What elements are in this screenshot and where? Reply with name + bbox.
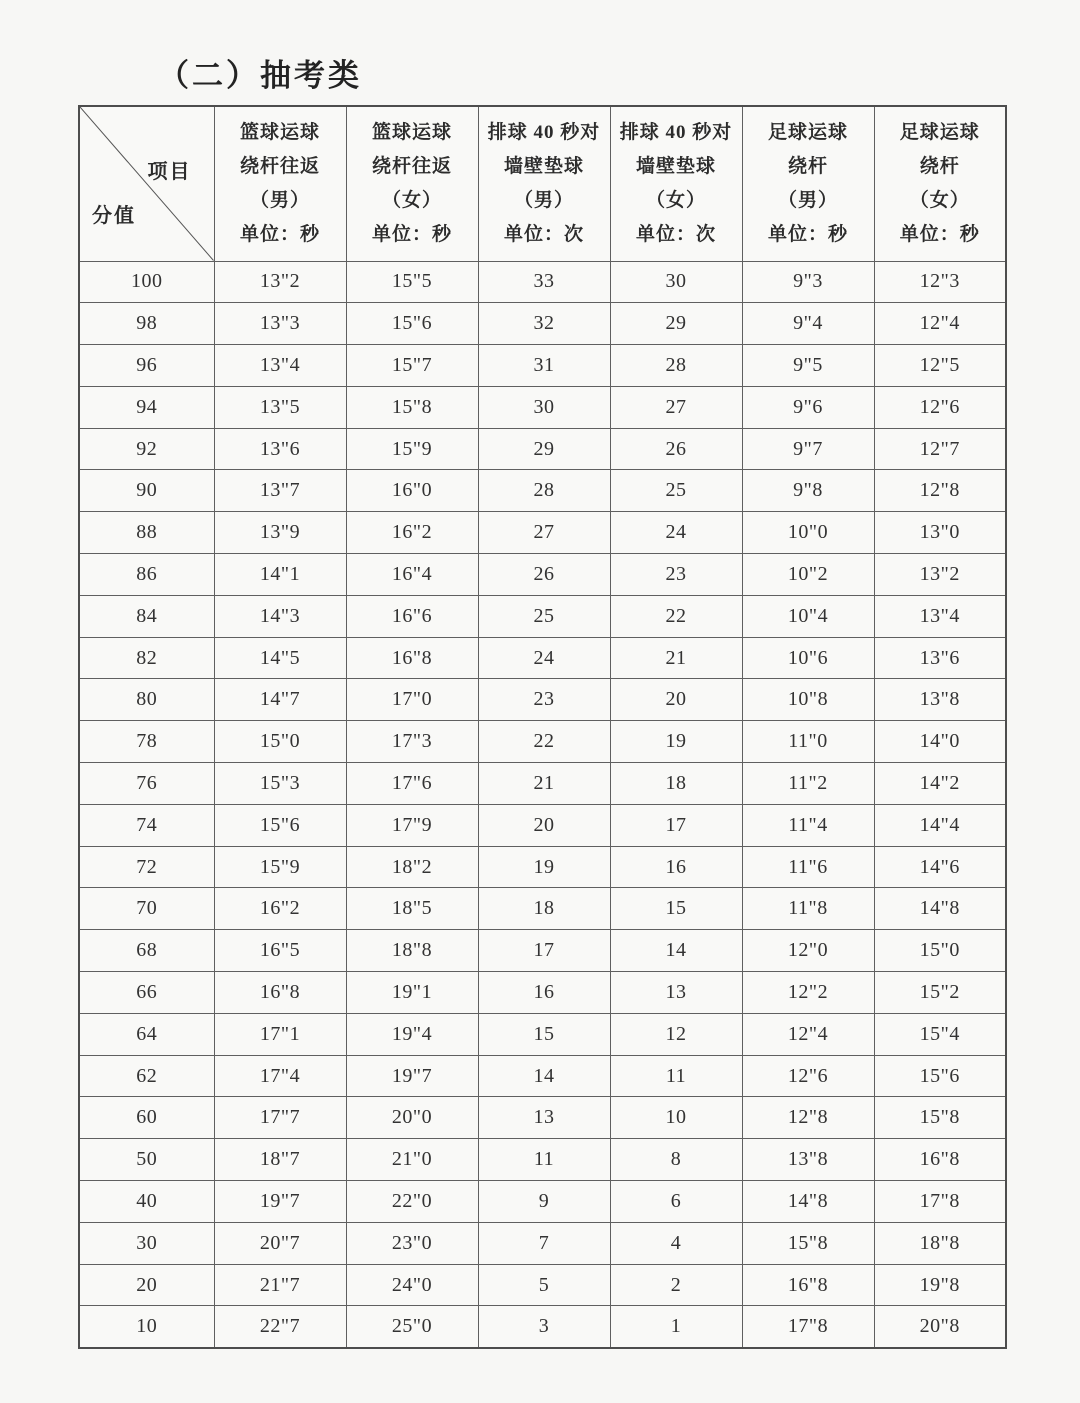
value-cell: 20"8 — [874, 1306, 1006, 1348]
value-cell: 3 — [478, 1306, 610, 1348]
value-cell: 24"0 — [346, 1264, 478, 1306]
table-row — [79, 261, 1006, 303]
value-cell: 6 — [610, 1181, 742, 1223]
column-header-line: 单位：秒 — [239, 223, 320, 245]
value-cell: 14"8 — [874, 888, 1006, 930]
value-cell: 16"6 — [346, 595, 478, 637]
value-cell: 9 — [478, 1181, 610, 1223]
value-cell: 22"0 — [346, 1181, 478, 1223]
value-cell: 10 — [610, 1097, 742, 1139]
corner-label-score: 分值 — [92, 204, 136, 227]
value-cell: 15"2 — [874, 972, 1006, 1014]
value-cell: 17 — [610, 804, 742, 846]
value-cell: 17"4 — [214, 1055, 346, 1097]
value-cell: 16"2 — [346, 512, 478, 554]
value-cell: 12"6 — [742, 1055, 874, 1097]
column-header-volleyball-male — [478, 106, 610, 261]
table-row — [79, 470, 1006, 512]
value-cell: 10"4 — [742, 595, 874, 637]
value-cell: 14"0 — [874, 721, 1006, 763]
value-cell: 13"4 — [874, 595, 1006, 637]
value-cell: 15"5 — [346, 261, 478, 303]
value-cell: 17"1 — [214, 1013, 346, 1055]
value-cell: 12"4 — [874, 303, 1006, 345]
value-cell: 15"8 — [742, 1222, 874, 1264]
value-cell: 25"0 — [346, 1306, 478, 1348]
value-cell: 22 — [478, 721, 610, 763]
value-cell: 13"6 — [214, 428, 346, 470]
column-header-line: 绕杆往返 — [371, 155, 452, 177]
value-cell: 21 — [478, 763, 610, 805]
value-cell: 16"4 — [346, 554, 478, 596]
column-header-line: 单位：秒 — [767, 223, 848, 245]
value-cell: 33 — [478, 261, 610, 303]
table-row — [79, 428, 1006, 470]
table-row — [79, 721, 1006, 763]
value-cell: 20 — [610, 679, 742, 721]
value-cell: 17 — [478, 930, 610, 972]
score-cell: 50 — [79, 1139, 214, 1181]
value-cell: 10"8 — [742, 679, 874, 721]
value-cell: 7 — [478, 1222, 610, 1264]
value-cell: 31 — [478, 345, 610, 387]
value-cell: 13 — [610, 972, 742, 1014]
column-header-line: 单位：次 — [635, 223, 716, 245]
value-cell: 13"2 — [874, 554, 1006, 596]
value-cell: 16"5 — [214, 930, 346, 972]
value-cell: 19"7 — [214, 1181, 346, 1223]
table-row — [79, 1181, 1006, 1223]
value-cell: 13"0 — [874, 512, 1006, 554]
value-cell: 15"4 — [874, 1013, 1006, 1055]
value-cell: 21"7 — [214, 1264, 346, 1306]
value-cell: 18"5 — [346, 888, 478, 930]
table-row — [79, 554, 1006, 596]
value-cell: 13"7 — [214, 470, 346, 512]
score-cell: 94 — [79, 386, 214, 428]
value-cell: 18"8 — [874, 1222, 1006, 1264]
table-row — [79, 679, 1006, 721]
value-cell: 11"6 — [742, 846, 874, 888]
column-header-basketball-male — [214, 106, 346, 261]
table-row — [79, 1139, 1006, 1181]
table-row — [79, 512, 1006, 554]
score-cell: 92 — [79, 428, 214, 470]
value-cell: 24 — [610, 512, 742, 554]
value-cell: 12"6 — [874, 386, 1006, 428]
value-cell: 17"0 — [346, 679, 478, 721]
score-cell: 64 — [79, 1013, 214, 1055]
value-cell: 19 — [610, 721, 742, 763]
score-cell: 30 — [79, 1222, 214, 1264]
value-cell: 12"5 — [874, 345, 1006, 387]
value-cell: 15 — [478, 1013, 610, 1055]
value-cell: 11"2 — [742, 763, 874, 805]
table-row — [79, 1055, 1006, 1097]
value-cell: 20"7 — [214, 1222, 346, 1264]
value-cell: 28 — [478, 470, 610, 512]
table-row — [79, 763, 1006, 805]
value-cell: 13"5 — [214, 386, 346, 428]
score-cell: 10 — [79, 1306, 214, 1348]
value-cell: 28 — [610, 345, 742, 387]
value-cell: 18 — [610, 763, 742, 805]
value-cell: 11"0 — [742, 721, 874, 763]
table-row — [79, 804, 1006, 846]
column-header-line: 单位：次 — [503, 223, 584, 245]
table-row — [79, 846, 1006, 888]
value-cell: 15"0 — [214, 721, 346, 763]
value-cell: 13"4 — [214, 345, 346, 387]
table-row — [79, 972, 1006, 1014]
value-cell: 21"0 — [346, 1139, 478, 1181]
value-cell: 13"9 — [214, 512, 346, 554]
value-cell: 18"7 — [214, 1139, 346, 1181]
score-cell: 84 — [79, 595, 214, 637]
score-cell: 82 — [79, 637, 214, 679]
column-header-line: 绕杆往返 — [239, 155, 320, 177]
value-cell: 15"6 — [214, 804, 346, 846]
table-row — [79, 1013, 1006, 1055]
value-cell: 16"0 — [346, 470, 478, 512]
value-cell: 21 — [610, 637, 742, 679]
column-header-line: 篮球运球 — [239, 121, 320, 143]
table-header — [79, 106, 1006, 261]
value-cell: 19"4 — [346, 1013, 478, 1055]
header-row — [79, 106, 1006, 261]
value-cell: 20 — [478, 804, 610, 846]
value-cell: 19 — [478, 846, 610, 888]
value-cell: 9"3 — [742, 261, 874, 303]
corner-header-cell — [79, 106, 214, 261]
value-cell: 22"7 — [214, 1306, 346, 1348]
value-cell: 15"8 — [874, 1097, 1006, 1139]
value-cell: 4 — [610, 1222, 742, 1264]
column-header-line: （女） — [909, 189, 970, 211]
value-cell: 22 — [610, 595, 742, 637]
value-cell: 19"1 — [346, 972, 478, 1014]
table-body — [79, 261, 1006, 1348]
value-cell: 23 — [610, 554, 742, 596]
column-header-line: （女） — [381, 189, 442, 211]
score-cell: 100 — [79, 261, 214, 303]
column-header-football-female — [874, 106, 1006, 261]
value-cell: 19"7 — [346, 1055, 478, 1097]
value-cell: 13"2 — [214, 261, 346, 303]
value-cell: 14"6 — [874, 846, 1006, 888]
value-cell: 12"8 — [874, 470, 1006, 512]
value-cell: 14"5 — [214, 637, 346, 679]
column-header-basketball-female — [346, 106, 478, 261]
score-cell: 72 — [79, 846, 214, 888]
value-cell: 17"8 — [742, 1306, 874, 1348]
table-row — [79, 888, 1006, 930]
value-cell: 12 — [610, 1013, 742, 1055]
value-cell: 32 — [478, 303, 610, 345]
value-cell: 18 — [478, 888, 610, 930]
score-cell: 66 — [79, 972, 214, 1014]
value-cell: 29 — [478, 428, 610, 470]
value-cell: 17"6 — [346, 763, 478, 805]
value-cell: 13"8 — [742, 1139, 874, 1181]
table-row — [79, 930, 1006, 972]
value-cell: 10"2 — [742, 554, 874, 596]
value-cell: 13"8 — [874, 679, 1006, 721]
value-cell: 10"6 — [742, 637, 874, 679]
score-cell: 68 — [79, 930, 214, 972]
value-cell: 9"4 — [742, 303, 874, 345]
value-cell: 1 — [610, 1306, 742, 1348]
value-cell: 17"3 — [346, 721, 478, 763]
score-cell: 60 — [79, 1097, 214, 1139]
value-cell: 14"4 — [874, 804, 1006, 846]
column-header-line: 单位：秒 — [371, 223, 452, 245]
column-header-line: （男） — [249, 189, 310, 211]
value-cell: 16"2 — [214, 888, 346, 930]
value-cell: 26 — [478, 554, 610, 596]
value-cell: 18"2 — [346, 846, 478, 888]
value-cell: 19"8 — [874, 1264, 1006, 1306]
column-header-volleyball-female — [610, 106, 742, 261]
table-row — [79, 637, 1006, 679]
value-cell: 11"4 — [742, 804, 874, 846]
column-header-line: 单位：秒 — [899, 223, 980, 245]
value-cell: 29 — [610, 303, 742, 345]
value-cell: 17"7 — [214, 1097, 346, 1139]
value-cell: 12"8 — [742, 1097, 874, 1139]
value-cell: 11"8 — [742, 888, 874, 930]
value-cell: 11 — [610, 1055, 742, 1097]
value-cell: 23 — [478, 679, 610, 721]
value-cell: 15"8 — [346, 386, 478, 428]
value-cell: 12"4 — [742, 1013, 874, 1055]
value-cell: 16"8 — [346, 637, 478, 679]
value-cell: 25 — [478, 595, 610, 637]
value-cell: 16"8 — [214, 972, 346, 1014]
column-header-line: （男） — [513, 189, 574, 211]
value-cell: 14"3 — [214, 595, 346, 637]
column-header-line: 篮球运球 — [371, 121, 452, 143]
score-cell: 78 — [79, 721, 214, 763]
corner-label-project: 项目 — [147, 161, 192, 183]
column-header-line: 足球运球 — [899, 121, 980, 143]
value-cell: 12"7 — [874, 428, 1006, 470]
score-cell: 80 — [79, 679, 214, 721]
value-cell: 16"8 — [874, 1139, 1006, 1181]
table-row — [79, 1222, 1006, 1264]
column-header-line: （女） — [645, 189, 706, 211]
value-cell: 14"7 — [214, 679, 346, 721]
column-header-line: 排球 40 秒对 — [619, 121, 733, 143]
value-cell: 15"6 — [346, 303, 478, 345]
column-header-line: 墙壁垫球 — [503, 155, 584, 177]
value-cell: 9"8 — [742, 470, 874, 512]
score-cell: 74 — [79, 804, 214, 846]
value-cell: 12"2 — [742, 972, 874, 1014]
value-cell: 15"7 — [346, 345, 478, 387]
value-cell: 24 — [478, 637, 610, 679]
score-cell: 98 — [79, 303, 214, 345]
table-row — [79, 1097, 1006, 1139]
value-cell: 30 — [478, 386, 610, 428]
score-cell: 86 — [79, 554, 214, 596]
table-row — [79, 1306, 1006, 1348]
score-table — [78, 105, 1007, 1349]
score-cell: 88 — [79, 512, 214, 554]
value-cell: 26 — [610, 428, 742, 470]
column-header-line: 绕杆 — [919, 155, 960, 177]
value-cell: 23"0 — [346, 1222, 478, 1264]
value-cell: 17"8 — [874, 1181, 1006, 1223]
value-cell: 13 — [478, 1097, 610, 1139]
table-row — [79, 303, 1006, 345]
value-cell: 5 — [478, 1264, 610, 1306]
value-cell: 18"8 — [346, 930, 478, 972]
value-cell: 13"3 — [214, 303, 346, 345]
value-cell: 17"9 — [346, 804, 478, 846]
value-cell: 13"6 — [874, 637, 1006, 679]
value-cell: 25 — [610, 470, 742, 512]
score-cell: 76 — [79, 763, 214, 805]
table-row — [79, 595, 1006, 637]
score-cell: 70 — [79, 888, 214, 930]
value-cell: 14"1 — [214, 554, 346, 596]
value-cell: 15"0 — [874, 930, 1006, 972]
value-cell: 9"5 — [742, 345, 874, 387]
table-row — [79, 386, 1006, 428]
value-cell: 20"0 — [346, 1097, 478, 1139]
table-row — [79, 1264, 1006, 1306]
page-title: （二）抽考类 — [158, 58, 362, 93]
table-row — [79, 345, 1006, 387]
value-cell: 15"3 — [214, 763, 346, 805]
value-cell: 10"0 — [742, 512, 874, 554]
value-cell: 15"6 — [874, 1055, 1006, 1097]
column-header-line: 绕杆 — [787, 155, 828, 177]
value-cell: 14 — [478, 1055, 610, 1097]
value-cell: 16 — [478, 972, 610, 1014]
value-cell: 15 — [610, 888, 742, 930]
score-cell: 90 — [79, 470, 214, 512]
score-cell: 40 — [79, 1181, 214, 1223]
value-cell: 27 — [610, 386, 742, 428]
value-cell: 30 — [610, 261, 742, 303]
value-cell: 15"9 — [214, 846, 346, 888]
value-cell: 9"7 — [742, 428, 874, 470]
column-header-football-male — [742, 106, 874, 261]
column-header-line: 墙壁垫球 — [635, 155, 716, 177]
column-header-line: （男） — [777, 189, 838, 211]
value-cell: 14"8 — [742, 1181, 874, 1223]
value-cell: 27 — [478, 512, 610, 554]
column-header-line: 足球运球 — [767, 121, 848, 143]
column-header-line: 排球 40 秒对 — [487, 121, 601, 143]
value-cell: 12"3 — [874, 261, 1006, 303]
score-cell: 20 — [79, 1264, 214, 1306]
score-cell: 62 — [79, 1055, 214, 1097]
value-cell: 11 — [478, 1139, 610, 1181]
value-cell: 14 — [610, 930, 742, 972]
value-cell: 2 — [610, 1264, 742, 1306]
value-cell: 15"9 — [346, 428, 478, 470]
score-cell: 96 — [79, 345, 214, 387]
value-cell: 14"2 — [874, 763, 1006, 805]
value-cell: 16"8 — [742, 1264, 874, 1306]
value-cell: 8 — [610, 1139, 742, 1181]
value-cell: 12"0 — [742, 930, 874, 972]
value-cell: 16 — [610, 846, 742, 888]
value-cell: 9"6 — [742, 386, 874, 428]
